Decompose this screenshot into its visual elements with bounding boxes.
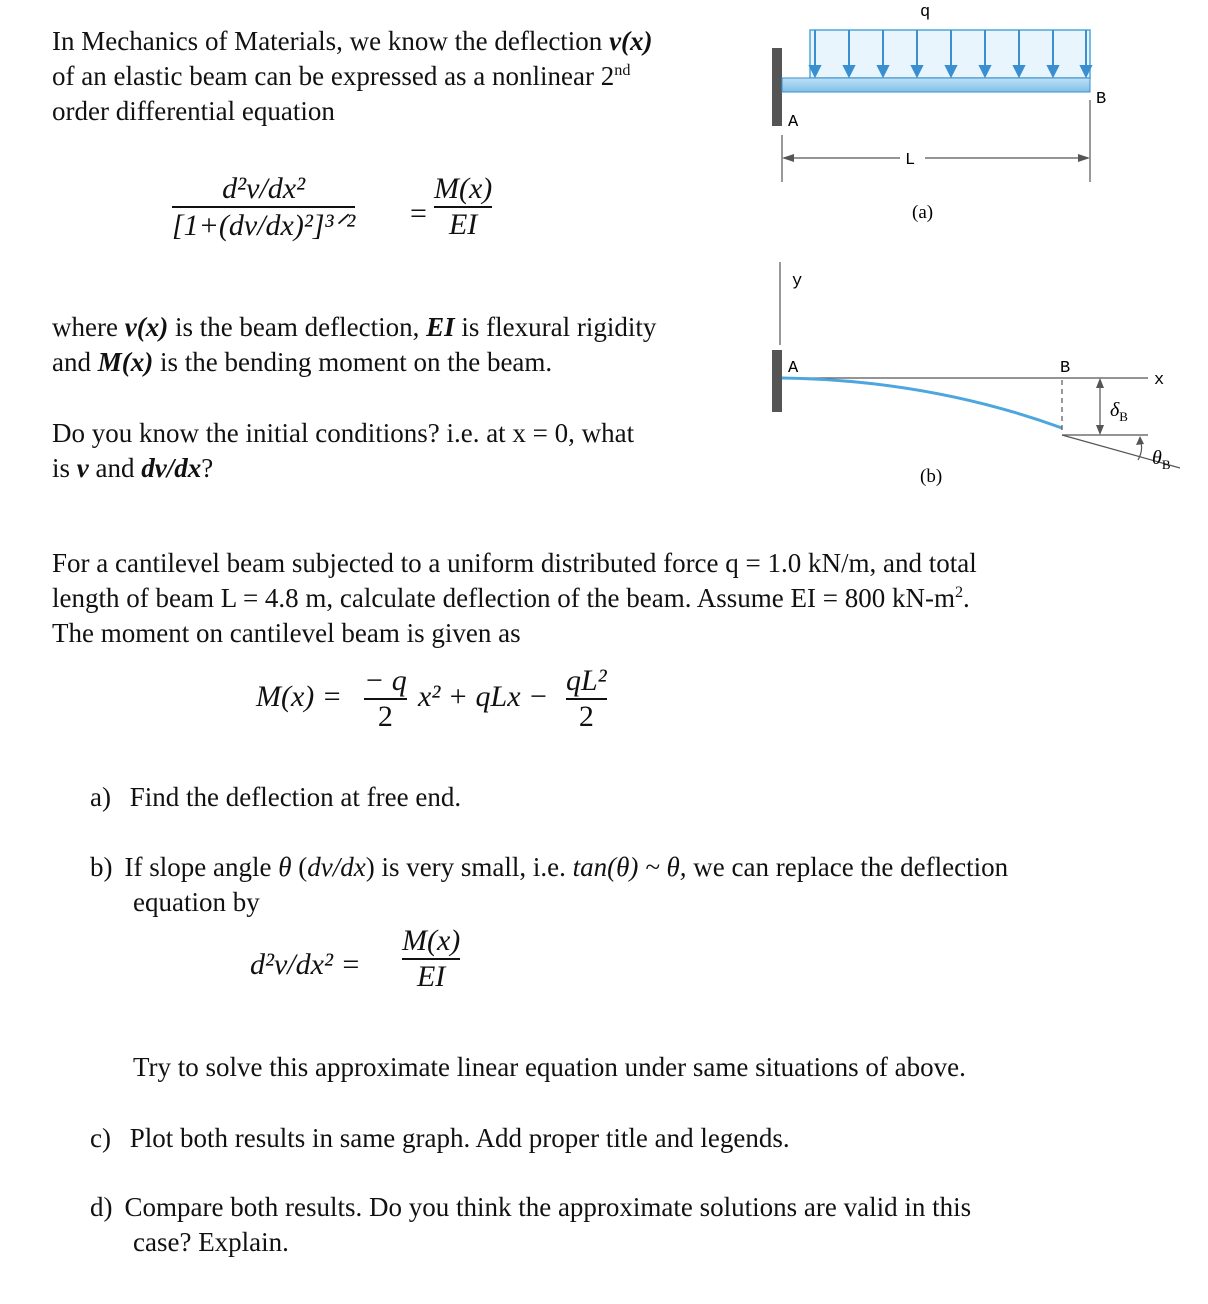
point-b-label: B <box>1060 359 1071 378</box>
figure-b-deflection <box>760 250 1200 495</box>
intro-paragraph <box>52 24 752 129</box>
delta-b-label: $\delta_B$ <box>1110 399 1128 424</box>
where-paragraph: where v(x) is the beam deflection, EI is flexural rigidity and M(x) is the bending moment on the beam. <box>52 312 657 377</box>
load-q-label: q <box>920 3 931 22</box>
point-a-label: A <box>788 359 799 378</box>
wall-support <box>772 350 782 412</box>
vx-term: v(x) <box>609 26 653 56</box>
intro-line-1: In Mechanics of Materials, we know the deflection v(x) <box>52 26 653 56</box>
point-b-label: B <box>1096 90 1107 109</box>
wall-support <box>772 48 782 126</box>
x-axis-label: x <box>1154 371 1165 390</box>
part-a: a) Find the deflection at free end. <box>90 782 462 812</box>
eq2-fraction-2: qL² 2 <box>566 664 607 733</box>
deflection-curve <box>782 378 1062 428</box>
problem-statement: For a cantilevel beam subjected to a uniform distributed force q = 1.0 kN/m, and total length of beam L = 4.8 m, calculate deflection of the beam. Assume EI = 800 $kN-m^2$. The moment on cantilevel beam is given as <box>52 548 977 648</box>
eq1-equals: = <box>410 197 427 230</box>
eq3-fraction: M(x) EI <box>402 924 461 993</box>
length-l-label: L <box>905 151 916 170</box>
try-instruction: Try to solve this approximate linear equation under same situations of above. <box>133 1052 966 1082</box>
eq1-left-fraction: d²v/dx² [1+(dv/dx)²]³ᐟ² <box>172 172 356 242</box>
theta-b-label: $\theta_B$ <box>1152 447 1171 472</box>
intro-line-2: of an elastic beam can be expressed as a nonlinear 2nd <box>52 61 631 91</box>
part-b: b) If slope angle θ (dv/dx) is very small, i.e. tan(θ) ~ θ, we can replace the deflection equation by <box>90 852 1009 917</box>
figure-a-cantilever-load <box>760 0 1200 230</box>
eq3-lhs: d²v/dx² = <box>250 948 361 981</box>
eq2-lhs: M(x) = <box>256 680 343 713</box>
beam <box>782 78 1090 92</box>
eq2-fraction-1: − q 2 <box>364 664 407 733</box>
intro-line-3: order differential equation <box>52 96 335 126</box>
part-c: c) Plot both results in same graph. Add proper title and legends. <box>90 1123 790 1153</box>
eq1-right-fraction: M(x) EI <box>434 172 493 241</box>
eq2-middle-terms: x² + qLx − <box>418 680 549 713</box>
figure-b-caption: (b) <box>920 466 943 487</box>
figure-a-caption: (a) <box>912 202 934 223</box>
part-d: d) Compare both results. Do you think the approximate solutions are valid in this case? Explain. <box>90 1192 972 1257</box>
y-axis-label: y <box>792 272 803 291</box>
point-a-label: A <box>788 113 799 132</box>
initial-conditions-question: Do you know the initial conditions? i.e. at x = 0, what is v and dv/dx? <box>52 418 635 483</box>
